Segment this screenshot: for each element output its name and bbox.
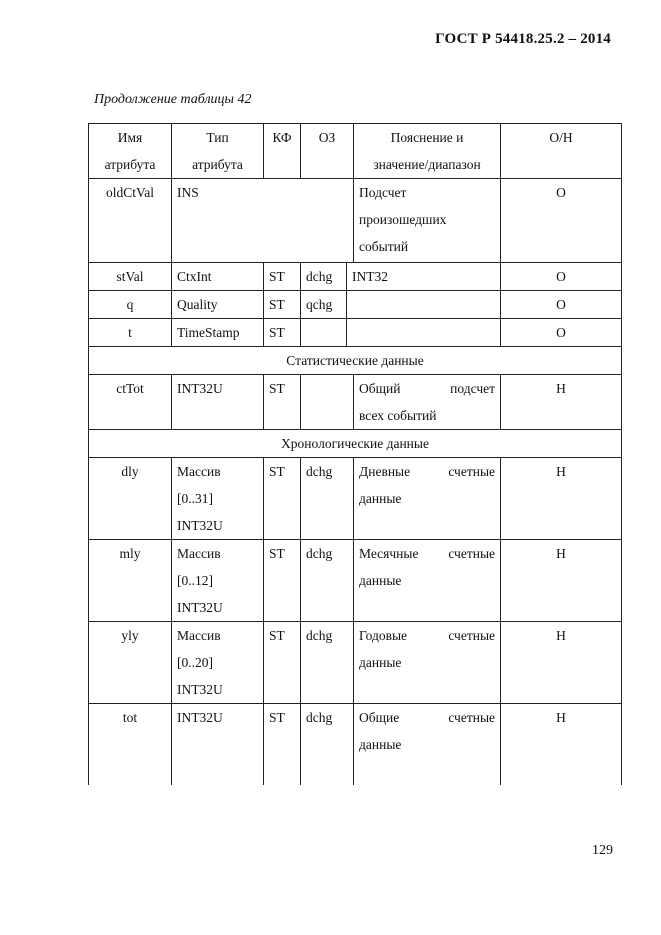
cell-type: INS: [172, 179, 354, 263]
cell-explanation: Общий подсчет всех событий: [354, 375, 501, 430]
cell-name: mly: [89, 540, 172, 622]
cell-explanation: [347, 291, 501, 319]
cell-name: t: [89, 319, 172, 347]
cell-kf: ST: [264, 375, 301, 430]
cell-explanation: Месячные счетные данные: [354, 540, 501, 622]
cell-on: Н: [501, 704, 622, 786]
table-row: [89, 375, 622, 430]
cell-on: О: [501, 291, 622, 319]
table-row: [89, 179, 622, 263]
cell-oz: dchg: [301, 704, 354, 786]
table-row: [89, 291, 622, 319]
cell-oz: dchg: [301, 263, 347, 291]
header-attr-type: Тип атрибута: [172, 124, 264, 179]
cell-oz: dchg: [301, 540, 354, 622]
attribute-table: [88, 123, 622, 785]
section-heading-chronology: Хронологические данные: [89, 430, 622, 458]
cell-type: Массив [0..31] INT32U: [172, 458, 264, 540]
cell-kf: ST: [264, 540, 301, 622]
table-row: [89, 458, 622, 540]
cell-type: Массив [0..20] INT32U: [172, 622, 264, 704]
cell-type: INT32U: [172, 375, 264, 430]
cell-kf: ST: [264, 622, 301, 704]
table-row: [89, 704, 622, 786]
cell-on: Н: [501, 458, 622, 540]
cell-type: INT32U: [172, 704, 264, 786]
cell-on: Н: [501, 540, 622, 622]
cell-kf: ST: [264, 291, 301, 319]
cell-name: tot: [89, 704, 172, 786]
header-explanation: Пояснение и значение/диапазон: [354, 124, 501, 179]
table-caption: Продолжение таблицы 42: [94, 92, 252, 107]
header-oz: ОЗ: [301, 124, 354, 179]
cell-explanation: [347, 319, 501, 347]
cell-explanation: Подсчет произошедших событий: [354, 179, 501, 263]
cell-oz: dchg: [301, 458, 354, 540]
cell-on: Н: [501, 375, 622, 430]
table-row: [89, 622, 622, 704]
cell-type: Quality: [172, 291, 264, 319]
header-on: О/Н: [501, 124, 622, 179]
cell-explanation: Годовые счетные данные: [354, 622, 501, 704]
cell-name: dly: [89, 458, 172, 540]
cell-on: О: [501, 263, 622, 291]
table-header-row: [89, 124, 622, 179]
table-row: [89, 319, 622, 347]
cell-type: Массив [0..12] INT32U: [172, 540, 264, 622]
cell-kf: ST: [264, 319, 301, 347]
cell-oz: [301, 319, 347, 347]
cell-name: yly: [89, 622, 172, 704]
document-header: ГОСТ Р 54418.25.2 – 2014: [435, 31, 611, 47]
table-row: [89, 540, 622, 622]
cell-type: TimeStamp: [172, 319, 264, 347]
cell-name: stVal: [89, 263, 172, 291]
cell-on: О: [501, 319, 622, 347]
cell-name: q: [89, 291, 172, 319]
section-heading-statistics: Статистические данные: [89, 347, 622, 375]
cell-on: О: [501, 179, 622, 263]
section-row: [89, 347, 622, 375]
cell-explanation: INT32: [347, 263, 501, 291]
cell-oz: dchg: [301, 622, 354, 704]
cell-on: Н: [501, 622, 622, 704]
header-kf: КФ: [264, 124, 301, 179]
header-attr-name: Имя атрибута: [89, 124, 172, 179]
cell-kf: ST: [264, 458, 301, 540]
cell-type: CtxInt: [172, 263, 264, 291]
section-row: [89, 430, 622, 458]
cell-kf: ST: [264, 263, 301, 291]
cell-name: ctTot: [89, 375, 172, 430]
table-row: [89, 263, 622, 291]
cell-explanation: Общие счетные данные: [354, 704, 501, 786]
cell-name: oldCtVal: [89, 179, 172, 263]
cell-explanation: Дневные счетные данные: [354, 458, 501, 540]
cell-oz: [301, 375, 354, 430]
cell-oz: qchg: [301, 291, 347, 319]
cell-kf: ST: [264, 704, 301, 786]
page-number: 129: [592, 843, 613, 858]
